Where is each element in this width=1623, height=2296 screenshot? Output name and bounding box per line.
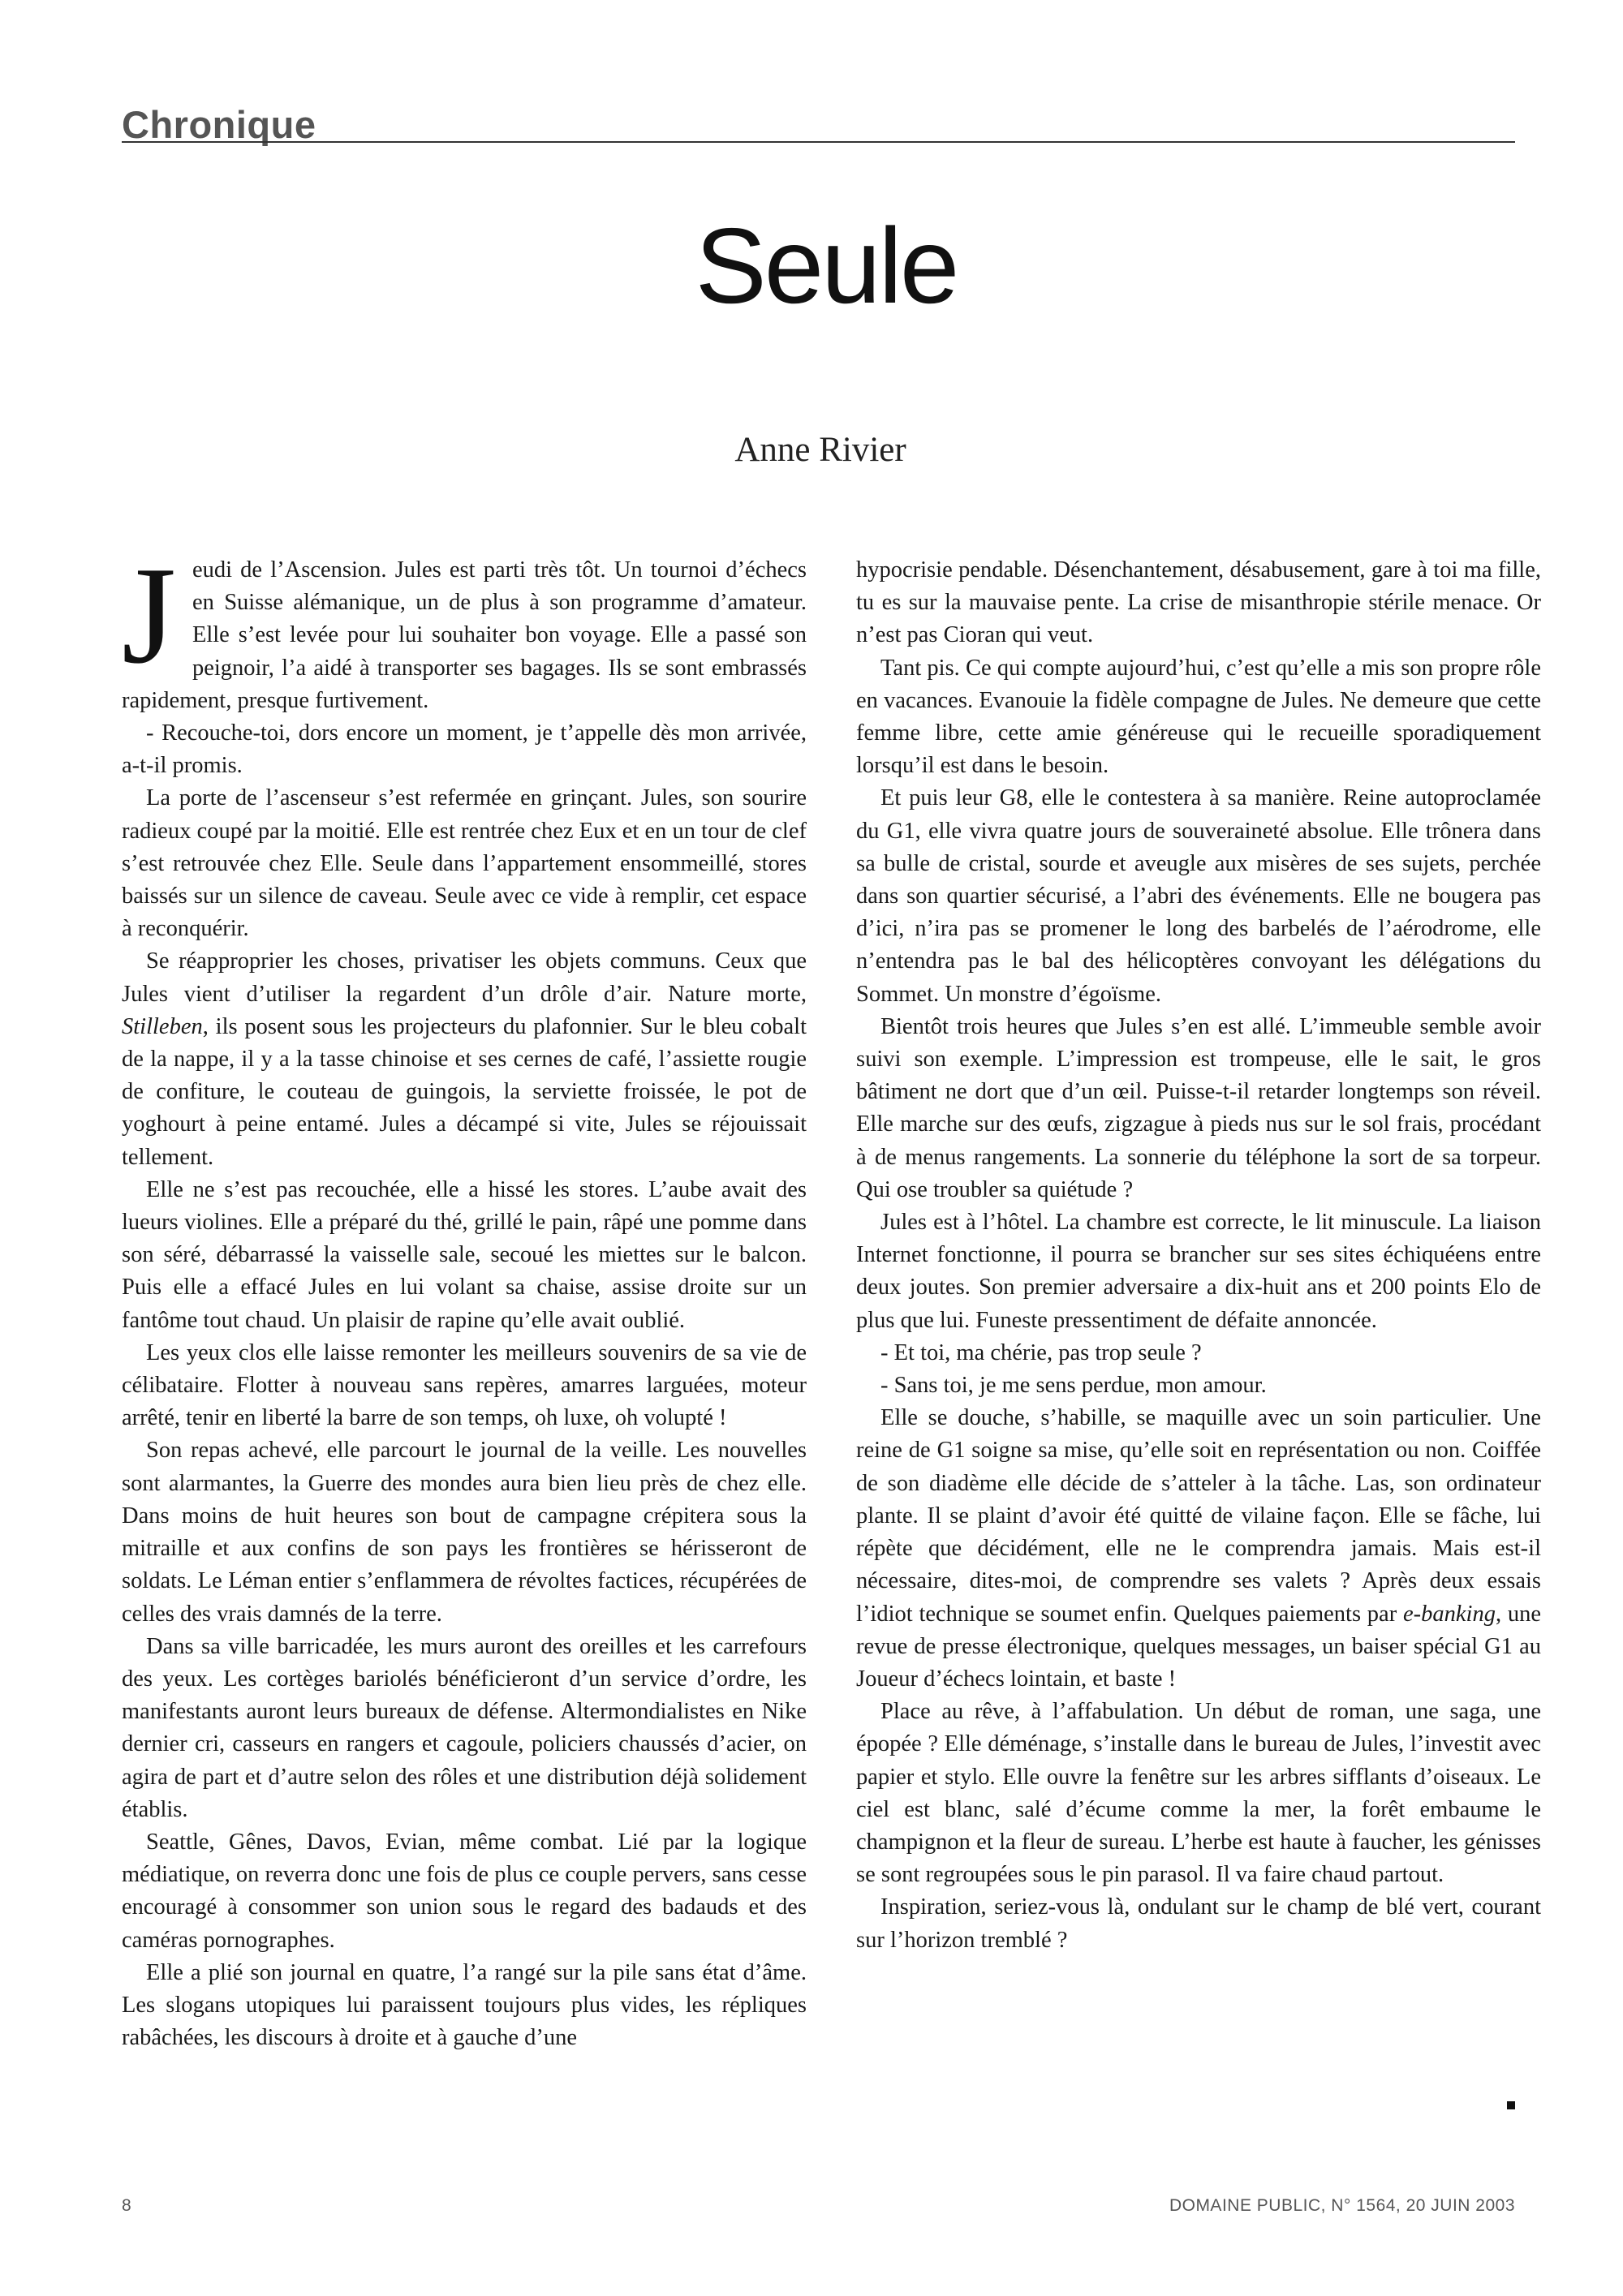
- paragraph-text: Tant pis. Ce qui compte aujourd’hui, c’est qu’elle a mis son propre rôle en vacances. Evanouie la fidèle compagne de Jules. Ne demeure que cette femme libre, cette amie généreuse qui le recueille sporadiquement lorsqu’il est dans le besoin.: [856, 655, 1541, 779]
- emphasized-term: e-banking: [1402, 1601, 1496, 1627]
- paragraph-text: - Sans toi, je me sens perdue, mon amour.: [880, 1373, 1267, 1399]
- article-author: Anne Rivier: [734, 431, 906, 469]
- paragraph-text: Bientôt trois heures que Jules s’en est allé. L’immeuble semble avoir suivi son exemple. L’impression est trompeuse, elle le sait, le gros bâtiment ne dort que d’un œil. Puisse-t-il retarder longtemps son réveil. Elle marche sur des œufs, zigzague à pieds nus sur le sol frais, procédant à de menus rangements. La sonnerie du téléphone la sort de sa torpeur. Qui ose troubler sa quiétude ?: [856, 1013, 1541, 1202]
- paragraph-text: eudi de l’Ascension. Jules est parti très tôt. Un tournoi d’échecs en Suisse alémanique, un de plus à son programme d’amateur. Elle s’est levée pour lui souhaiter bon voyage. Elle a passé son peignoir, l’a aidé à transporter ses bagages. Ils se sont embrassés rapidement, presque furtivement.: [122, 557, 807, 713]
- paragraph-text: , une revue de presse électronique, quelques messages, un baiser spécial G1 au Joueur d’échecs lointain, et baste !: [856, 1601, 1542, 1692]
- article-title: Seule: [695, 206, 958, 325]
- article-paragraph: [856, 1206, 1541, 1337]
- drop-cap: J: [122, 539, 176, 693]
- end-of-article-mark: [1507, 2101, 1515, 2109]
- text-column-right: [856, 554, 1541, 1957]
- text-column-left: [122, 539, 807, 2054]
- paragraph-text: hypocrisie pendable. Désenchantement, désabusement, gare à toi ma fille, tu es sur la mauvaise pente. La crise de misanthropie stérile menace. Or n’est pas Cioran qui veut.: [856, 557, 1541, 648]
- paragraph-text: - Recouche-toi, dors encore un moment, je t’appelle dès mon arrivée, a-t-il promis.: [122, 720, 807, 779]
- article-paragraph: [856, 554, 1541, 652]
- article-paragraph: [122, 1631, 807, 1826]
- article-paragraph: [122, 1957, 807, 2055]
- paragraph-text: Dans sa ville barricadée, les murs auront des oreilles et les carrefours des yeux. Les cortèges bariolés bénéficieront d’un service d’ordre, les manifestants auront leurs bureaux de défense. Altermondialistes en Nike dernier cri, casseurs en rangers et cagoule, policiers chaussés d’acier, on agira de part et d’autre selon des rôles et une distribution déjà solidement établis.: [122, 1633, 807, 1822]
- article-paragraph: [122, 1434, 807, 1630]
- article-paragraph: [856, 1337, 1541, 1369]
- header-rule: [122, 141, 1515, 143]
- paragraph-text: - Et toi, ma chérie, pas trop seule ?: [880, 1339, 1202, 1365]
- paragraph-text: Les yeux clos elle laisse remonter les meilleurs souvenirs de sa vie de célibataire. Flotter à nouveau sans repères, amarres larguées, moteur arrêté, tenir en liberté la barre de son temps, oh luxe, oh volupté !: [122, 1339, 807, 1431]
- paragraph-text: Elle ne s’est pas recouchée, elle a hissé les stores. L’aube avait des lueurs violines. Elle a préparé du thé, grillé le pain, râpé une pomme dans son séré, débarrassé la vaisselle sale, secoué les miettes sur le balcon. Puis elle a effacé Jules en lui volant sa chaise, assise droite sur un fantôme tout chaud. Un plaisir de rapine qu’elle avait oublié.: [122, 1176, 807, 1333]
- paragraph-text: Jules est à l’hôtel. La chambre est correcte, le lit minuscule. La liaison Internet fonctionne, il pourra se brancher sur ses sites échiquéens entre deux joutes. Son premier adversaire a dix-huit ans et 200 points Elo de plus que lui. Funeste pressentiment de défaite annoncée.: [856, 1210, 1541, 1333]
- article-paragraph: [122, 782, 807, 945]
- emphasized-term: Stilleben: [122, 1013, 203, 1039]
- article-paragraph: [122, 539, 807, 717]
- paragraph-text: Elle a plié son journal en quatre, l’a rangé sur la pile sans état d’âme. Les slogans utopiques lui paraissent toujours plus vides, les répliques rabâchées, les discours à droite et à gauche d’une: [122, 1959, 807, 2051]
- article-paragraph: [856, 1402, 1541, 1696]
- paragraph-text: Son repas achevé, elle parcourt le journal de la veille. Les nouvelles sont alarmantes, la Guerre des mondes aura bien lieu près de chez elle. Dans moins de huit heures son bout de campagne crépitera sous la mitraille et aux confins de son pays les frontières se hérisseront de soldats. Le Léman entier s’enflammera de révoltes factices, récupérées de celles des vrais damnés de la terre.: [122, 1438, 807, 1627]
- article-paragraph: [856, 652, 1541, 783]
- article-paragraph: [122, 717, 807, 782]
- paragraph-text: , ils posent sous les projecteurs du plafonnier. Sur le bleu cobalt de la nappe, il y a la tasse chinoise et ses cernes de café, l’assiette rougie de confiture, le couteau de guingois, la serviette froissée, le pot de yoghourt à peine entamé. Jules a décampé si vite, Jules se réjouissait tellement.: [122, 1013, 807, 1170]
- paragraph-text: La porte de l’ascenseur s’est refermée en grinçant. Jules, son sourire radieux coupé par la moitié. Elle est rentrée chez Eux et en un tour de clef s’est retrouvée chez Elle. Seule dans l’appartement ensommeillé, stores baissés sur un silence de caveau. Seule avec ce vide à remplir, cet espace à reconquérir.: [122, 785, 807, 942]
- paragraph-text: Se réapproprier les choses, privatiser les objets communs. Ceux que Jules vient d’utiliser la regardent d’un drôle d’air. Nature morte,: [122, 948, 807, 1007]
- article-paragraph: [856, 1011, 1541, 1206]
- issue-info: DOMAINE PUBLIC, N° 1564, 20 JUIN 2003: [1169, 2196, 1515, 2215]
- section-rubric: Chronique: [122, 103, 316, 146]
- article-paragraph: [122, 1826, 807, 1957]
- article-paragraph: [122, 1337, 807, 1435]
- article-paragraph: [856, 1696, 1541, 1891]
- article-paragraph: [856, 1891, 1541, 1956]
- page-number: 8: [122, 2196, 131, 2215]
- article-paragraph: [122, 945, 807, 1173]
- article-paragraph: [856, 782, 1541, 1010]
- paragraph-text: Seattle, Gênes, Davos, Evian, même combat. Lié par la logique médiatique, on reverra donc une fois de plus ce couple pervers, sans cesse encouragé à consommer son union sous le regard des badauds et des caméras pornographes.: [122, 1829, 807, 1953]
- article-paragraph: [856, 1369, 1541, 1402]
- paragraph-text: Place au rêve, à l’affabulation. Un début de roman, une saga, une épopée ? Elle déménage, s’installe dans le bureau de Jules, l’investit avec papier et stylo. Elle ouvre la fenêtre sur les arbres sifflants d’oiseaux. Le ciel est blanc, salé d’écume comme la mer, la forêt embaume le champignon et la fleur de sureau. L’herbe est haute à faucher, les génisses se sont regroupées sous le pin parasol. Il va faire chaud partout.: [856, 1699, 1541, 1888]
- paragraph-text: Elle se douche, s’habille, se maquille avec un soin particulier. Une reine de G1 soigne sa mise, qu’elle soit en représentation ou non. Coiffée de son diadème elle décide de s’atteler à la tâche. Las, son ordinateur plante. Il se plaint d’avoir été quitté de vilaine façon. Elle se fâche, lui répète que décidément, elle ne le comprendra jamais. Mais est-il nécessaire, dites-moi, de comprendre ses valets ? Après deux essais l’idiot technique se soumet enfin. Quelques paiements par: [856, 1405, 1541, 1627]
- paragraph-text: Inspiration, seriez-vous là, ondulant sur le champ de blé vert, courant sur l’horizon tremblé ?: [856, 1894, 1541, 1953]
- article-paragraph: [122, 1174, 807, 1337]
- paragraph-text: Et puis leur G8, elle le contestera à sa manière. Reine autoproclamée du G1, elle vivra quatre jours de souveraineté absolue. Elle trônera dans sa bulle de cristal, sourde et aveugle aux misères de ses sujets, perchée dans son quartier sécurisé, a l’abri des événements. Elle ne bougera pas d’ici, n’ira pas se promener le long des barbelés de l’aérodrome, elle n’entendra pas le bal des hélicoptères convoyant les délégations du Sommet. Un monstre d’égoïsme.: [856, 785, 1541, 1007]
